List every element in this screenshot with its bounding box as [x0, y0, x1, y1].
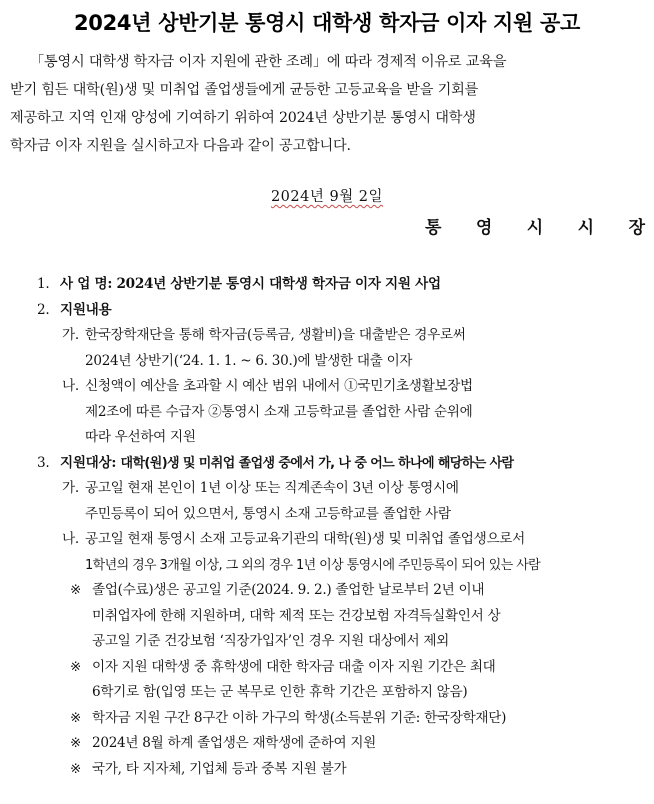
section-2-ga-marker: 가.	[62, 327, 79, 343]
note-3	[0, 706, 654, 732]
section-2-label: 지원내용	[60, 301, 112, 318]
section-2-ga-line-1: 한국장학재단을 통해 학자금(등록금, 생활비)을 대출받은 경우로써	[85, 327, 466, 343]
note-5-text: 국가, 타 지자체, 기업체 등과 중복 지원 불가	[92, 760, 347, 777]
section-3-na-line-2: 1학년의 경우 3개월 이상, 그 외의 경우 1년 이상 통영시에 주민등록이 되어 있는 사람	[85, 557, 541, 573]
issuer-signature	[425, 213, 645, 238]
section-3-ga-line-2: 주민등록이 되어 있으면서, 통영시 소재 고등학교를 졸업한 사람	[85, 505, 451, 522]
date-text: 2024년 9월 2일	[270, 189, 384, 205]
section-3-na-marker: 나.	[62, 531, 79, 547]
section-1	[0, 272, 654, 298]
section-2-na-line-3: 따라 우선하여 지원	[85, 429, 196, 445]
note-2	[0, 655, 654, 681]
note-4	[0, 731, 654, 757]
section-3-text: 대학(원)생 및 미취업 졸업생 중에서 가, 나 중 어느 하나에 해당하는 사람	[120, 455, 514, 471]
intro-line-1: 「통영시 대학생 학자금 이자 지원에 관한 조례」에 따라 경제적 이유로 교육을	[30, 54, 507, 70]
section-2-na-line-2: 제2조에 따른 수급자 ②통영시 소재 고등학교를 졸업한 사람 순위에	[85, 403, 473, 420]
document-body	[0, 272, 654, 782]
section-2-item-na-cont-1	[0, 400, 654, 426]
section-2-ga-line-2: 2024년 상반기(‘24. 1. 1. ~ 6. 30.)에 발생한 대출 이자	[85, 352, 413, 369]
note-4-text: 2024년 8월 하계 졸업생은 재학생에 준하여 지원	[92, 735, 377, 751]
section-3	[0, 451, 654, 477]
section-2-item-na-cont-2	[0, 425, 654, 451]
issuer-char-3: 시	[526, 218, 544, 238]
note-2-marker: ※	[70, 658, 82, 675]
issuer-char-4: 시	[577, 218, 595, 238]
intro-line-2: 받기 힘든 대학(원)생 및 미취업 졸업생들에게 균등한 고등교육을 받을 기회를	[10, 82, 479, 98]
section-2-marker: 2.	[37, 301, 50, 318]
document-title: 2024년 상반기분 통영시 대학생 학자금 이자 지원 공고	[73, 11, 581, 35]
note-1-line-1: 졸업(수료)생은 공고일 기준(2024. 9. 2.) 졸업한 날로부터 2년 이내	[92, 582, 485, 598]
note-1-line-3: 공고일 기준 건강보험 ‘직장가입자’인 경우 지원 대상에서 제외	[92, 633, 449, 649]
announcement-date	[0, 185, 654, 206]
section-3-item-ga-cont	[0, 502, 654, 528]
issuer-char-5: 장	[628, 218, 645, 238]
issuer-char-1: 통	[425, 218, 442, 238]
note-1-marker: ※	[70, 582, 82, 598]
note-1-cont-2	[0, 629, 654, 655]
note-2-line-1: 이자 지원 대학생 중 휴학생에 대한 학자금 대출 이자 지원 기간은 최대	[92, 658, 496, 675]
note-5	[0, 757, 654, 783]
note-4-marker: ※	[70, 735, 82, 751]
note-1	[0, 578, 654, 604]
note-3-marker: ※	[70, 709, 82, 726]
section-3-label: 지원대상:	[60, 454, 117, 471]
note-3-text: 학자금 지원 구간 8구간 이하 가구의 학생(소득분위 기준: 한국장학재단)	[92, 709, 507, 726]
section-2-na-line-1: 신청액이 예산을 초과할 시 예산 범위 내에서 ①국민기초생활보장법	[85, 378, 473, 394]
issuer-char-2: 영	[475, 218, 493, 238]
section-2-item-ga	[0, 323, 654, 349]
section-1-marker: 1.	[37, 276, 50, 292]
note-1-line-2: 미취업자에 한해 지원하며, 대학 제적 또는 건강보험 자격득실확인서 상	[92, 607, 501, 624]
section-1-text: 2024년 상반기분 통영시 대학생 학자금 이자 지원 사업	[116, 276, 441, 292]
note-1-cont-1	[0, 604, 654, 630]
intro-line-4: 학자금 이자 지원을 실시하고자 다음과 같이 공고합니다.	[10, 138, 351, 154]
section-2	[0, 298, 654, 324]
section-3-ga-marker: 가.	[62, 480, 79, 496]
section-3-ga-line-1: 공고일 현재 본인이 1년 이상 또는 직계존속이 3년 이상 통영시에	[85, 480, 459, 496]
section-3-item-na-cont	[0, 553, 654, 579]
section-3-item-ga	[0, 476, 654, 502]
intro-line-3: 제공하고 지역 인재 양성에 기여하기 위하여 2024년 상반기분 통영시 대학생	[10, 110, 476, 126]
section-3-item-na	[0, 527, 654, 553]
intro-paragraph	[10, 48, 638, 160]
section-2-na-marker: 나.	[62, 378, 79, 394]
note-2-cont	[0, 680, 654, 706]
section-3-na-line-1: 공고일 현재 통영시 소재 고등교육기관의 대학(원)생 및 미취업 졸업생으로서	[85, 531, 525, 547]
section-1-label: 사 업 명:	[60, 276, 113, 292]
section-2-item-ga-cont	[0, 349, 654, 375]
note-5-marker: ※	[70, 760, 82, 777]
section-2-item-na	[0, 374, 654, 400]
section-3-marker: 3.	[37, 454, 50, 471]
note-2-line-2: 6학기로 함(입영 또는 군 복무로 인한 휴학 기간은 포함하지 않음)	[92, 684, 468, 700]
